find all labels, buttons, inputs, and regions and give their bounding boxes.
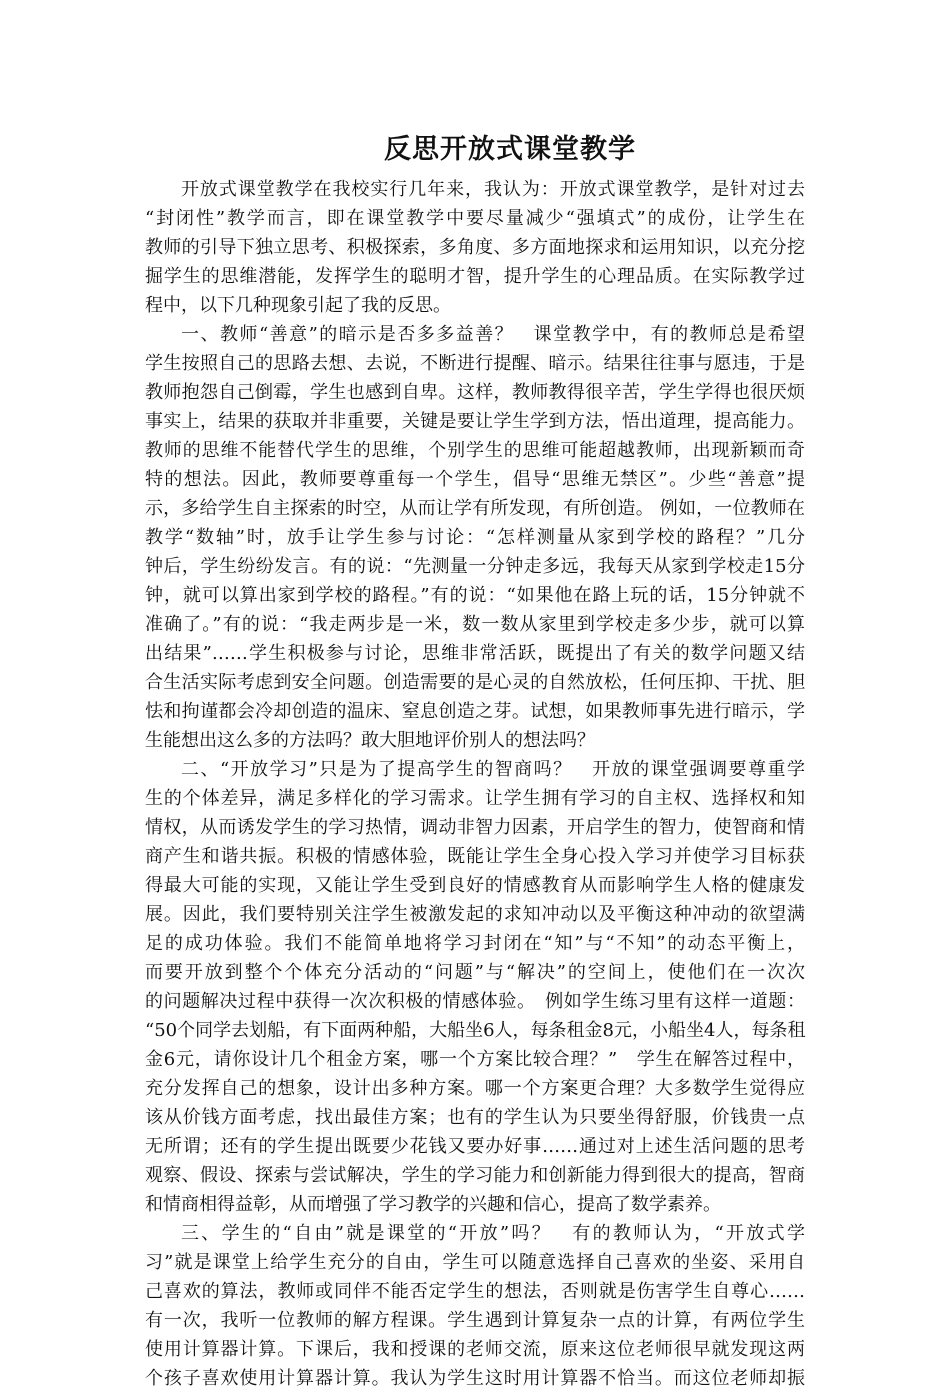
text-line: 学生按照自己的思路去想、去说，不断进行提醒、暗示。结果往往事与愿违，于是 (145, 353, 805, 374)
text-line: 出结果”……学生积极参与讨论，思维非常活跃，既提出了有关的数学问题又结 (145, 643, 805, 664)
text-line: 三、学生的“自由”就是课堂的“开放”吗？ 有的教师认为，“开放式学 (181, 1223, 805, 1244)
text-line: 该从价钱方面考虑，找出最佳方案；也有的学生认为只要坐得舒服，价钱贵一点 (145, 1107, 805, 1128)
text-line: 开放式课堂教学在我校实行几年来，我认为：开放式课堂教学，是针对过去 (181, 179, 805, 200)
text-line: 己喜欢的算法，教师或同伴不能否定学生的想法，否则就是伤害学生自尊心…… (145, 1281, 805, 1302)
text-line: 习”就是课堂上给学生充分的自由，学生可以随意选择自己喜欢的坐姿、采用自 (145, 1252, 805, 1273)
document-title: 反思开放式课堂教学 (384, 134, 636, 165)
text-line: 个孩子喜欢使用计算器计算。我认为学生这时用计算器不恰当。而这位老师却振 (145, 1368, 805, 1389)
text-line: 程中，以下几种现象引起了我的反思。 (145, 295, 451, 316)
text-line: 示，多给学生自主探索的时空，从而让学有所发现，有所创造。 例如，一位教师在 (145, 498, 805, 519)
text-line: 一、教师“善意”的暗示是否多多益善？ 课堂教学中，有的教师总是希望 (181, 324, 805, 345)
text-line: 和情商相得益彰，从而增强了学习教学的兴趣和信心，提高了数学素养。 (145, 1194, 721, 1215)
text-line: 展。因此，我们要特别关注学生被激发起的求知冲动以及平衡这种冲动的欲望满 (145, 904, 805, 925)
text-line: 教学“数轴”时，放手让学生参与讨论：“怎样测量从家到学校的路程？”几分 (145, 527, 805, 548)
text-line: 准确了。”有的说：“我走两步是一米，数一数从家里到学校走多少步，就可以算 (145, 614, 805, 635)
text-line: 足的成功体验。我们不能简单地将学习封闭在“知”与“不知”的动态平衡上， (145, 933, 805, 954)
text-line: 钟后，学生纷纷发言。有的说：“先测量一分钟走多远，我每天从家到学校走15分 (145, 556, 805, 577)
text-line: 掘学生的思维潜能，发挥学生的聪明才智，提升学生的心理品质。在实际教学过 (145, 266, 805, 287)
text-line: 特的想法。因此，教师要尊重每一个学生，倡导“思维无禁区”。少些“善意”提 (145, 469, 805, 490)
text-line: 的问题解决过程中获得一次次积极的情感体验。 例如学生练习里有这样一道题： (145, 991, 805, 1012)
text-line: 充分发挥自己的想象，设计出多种方案。哪一个方案更合理？大多数学生觉得应 (145, 1078, 805, 1099)
text-line: 教师的思维不能替代学生的思维，个别学生的思维可能超越教师，出现新颖而奇 (145, 440, 805, 461)
text-line: 钟，就可以算出家到学校的路程。”有的说：“如果他在路上玩的话，15分钟就不 (145, 585, 805, 606)
text-line: 得最大可能的实现，又能让学生受到良好的情感教育从而影响学生人格的健康发 (145, 875, 805, 896)
text-line: 商产生和谐共振。积极的情感体验，既能让学生全身心投入学习并使学习目标获 (145, 846, 805, 867)
text-line: 无所谓；还有的学生提出既要少花钱又要办好事……通过对上述生活问题的思考 (145, 1136, 805, 1157)
text-line: 金6元，请你设计几个租金方案，哪一个方案比较合理？” 学生在解答过程中， (145, 1049, 805, 1070)
text-line: 教师的引导下独立思考、积极探索，多角度、多方面地探求和运用知识，以充分挖 (145, 237, 805, 258)
text-line: 生能想出这么多的方法吗？敢大胆地评价别人的想法吗？ (145, 730, 595, 751)
text-line: 有一次，我听一位教师的解方程课。学生遇到计算复杂一点的计算，有两位学生 (145, 1310, 805, 1331)
text-line: 情权，从而诱发学生的学习热情，调动非智力因素，开启学生的智力，使智商和情 (145, 817, 805, 838)
text-line: 观察、假设、探索与尝试解决，学生的学习能力和创新能力得到很大的提高，智商 (145, 1165, 805, 1186)
text-line: 而要开放到整个个体充分活动的“问题”与“解决”的空间上，使他们在一次次 (145, 962, 805, 983)
text-line: 生的个体差异，满足多样化的学习需求。让学生拥有学习的自主权、选择权和知 (145, 788, 805, 809)
text-line: “50个同学去划船，有下面两种船，大船坐6人，每条租金8元，小船坐4人，每条租 (145, 1020, 806, 1041)
document-body (145, 175, 805, 1393)
text-line: 合生活实际考虑到安全问题。创造需要的是心灵的自然放松，任何压抑、干扰、胆 (145, 672, 805, 693)
text-line: 教师抱怨自己倒霉，学生也感到自卑。这样，教师教得很辛苦，学生学得也很厌烦 (145, 382, 805, 403)
text-line: 使用计算器计算。下课后，我和授课的老师交流，原来这位老师很早就发现这两 (145, 1339, 805, 1360)
text-line: “封闭性”教学而言，即在课堂教学中要尽量减少“强填式”的成份，让学生在 (145, 208, 805, 229)
text-line: 二、“开放学习”只是为了提高学生的智商吗？ 开放的课堂强调要尊重学 (181, 759, 805, 780)
text-line: 怯和拘谨都会冷却创造的温床、窒息创造之芽。试想，如果教师事先进行暗示，学 (145, 701, 805, 722)
text-line: 事实上，结果的获取并非重要，关键是要让学生学到方法，悟出道理，提高能力。 (145, 411, 805, 432)
